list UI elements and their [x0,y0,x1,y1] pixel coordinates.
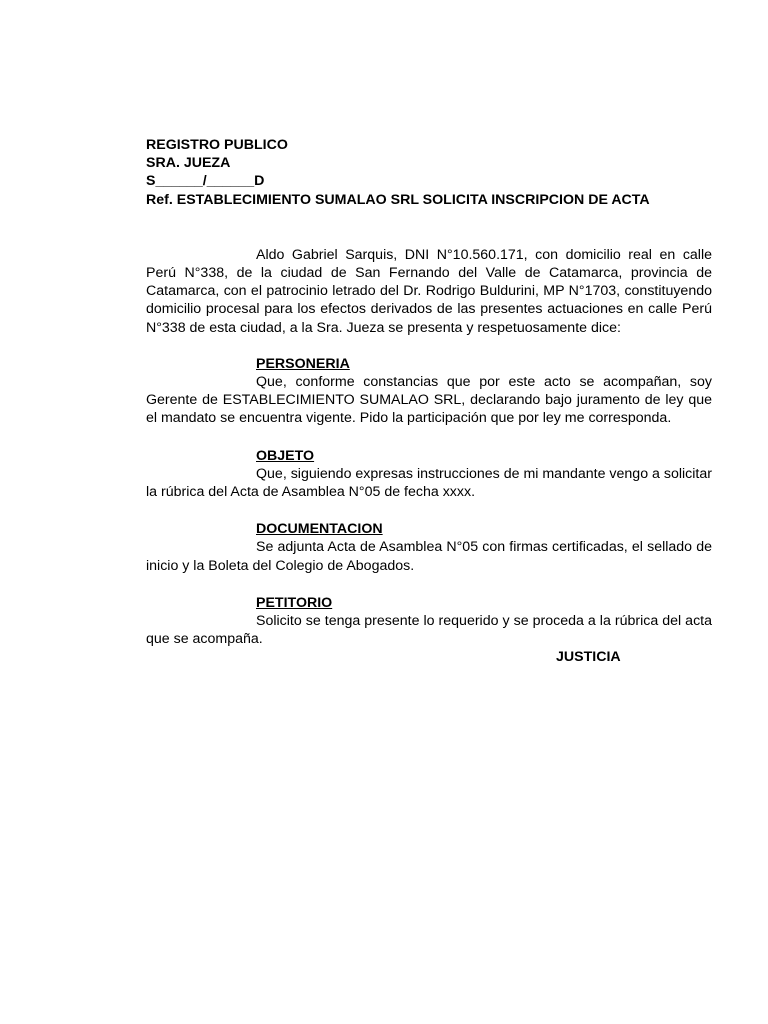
addressee-registry: REGISTRO PUBLICO [146,137,288,153]
section-title-petitorio: PETITORIO [256,594,333,611]
section-title-documentacion: DOCUMENTACION [256,521,383,538]
section-body-documentacion: Se adjunta Acta de Asamblea N°05 con firmas certificadas, el sellado de inicio y la Boleta del Colegio de Abogados. [146,539,712,574]
section-title-objeto: OBJETO [256,447,315,464]
addressee-judge: SRA. JUEZA [146,155,231,172]
section-body-personeria: Que, conforme constancias que por este acto se acompañan, soy Gerente de ESTABLECIMIENTO SUMALAO SRL, declarando bajo juramento de ley que el mandato se encuentra vigente. Pido la participación que por ley me corresponda. [146,374,712,427]
salutation-placeholder: S______/______D [146,173,265,190]
section-body-petitorio: Solicito se tenga presente lo requerido y se proceda a la rúbrica del acta que se acompaña. [146,613,712,648]
section-body-objeto: Que, siguiendo expresas instrucciones de mi mandante vengo a solicitar la rúbrica del Acta de Asamblea N°05 de fecha xxxx. [146,465,712,501]
closing-justicia: JUSTICIA [556,649,621,666]
reference-line: Ref. ESTABLECIMIENTO SUMALAO SRL SOLICITA INSCRIPCION DE ACTA [146,191,650,208]
section-title-personeria: PERSONERIA [256,355,350,372]
document-page [146,136,712,667]
intro-paragraph: Aldo Gabriel Sarquis, DNI N°10.560.171, con domicilio real en calle Perú N°338, de la ciudad de San Fernando del Valle de Catamarca, provincia de Catamarca, con el patrocinio letrado del Dr. Rodrigo Buldurini, MP N°1703, constituyendo domicilio procesal para los efectos derivados de las presentes actuaciones en calle Perú N°338 de esta ciudad, a la Sra. Jueza se presenta y respetuosamente dice: [146,246,712,336]
